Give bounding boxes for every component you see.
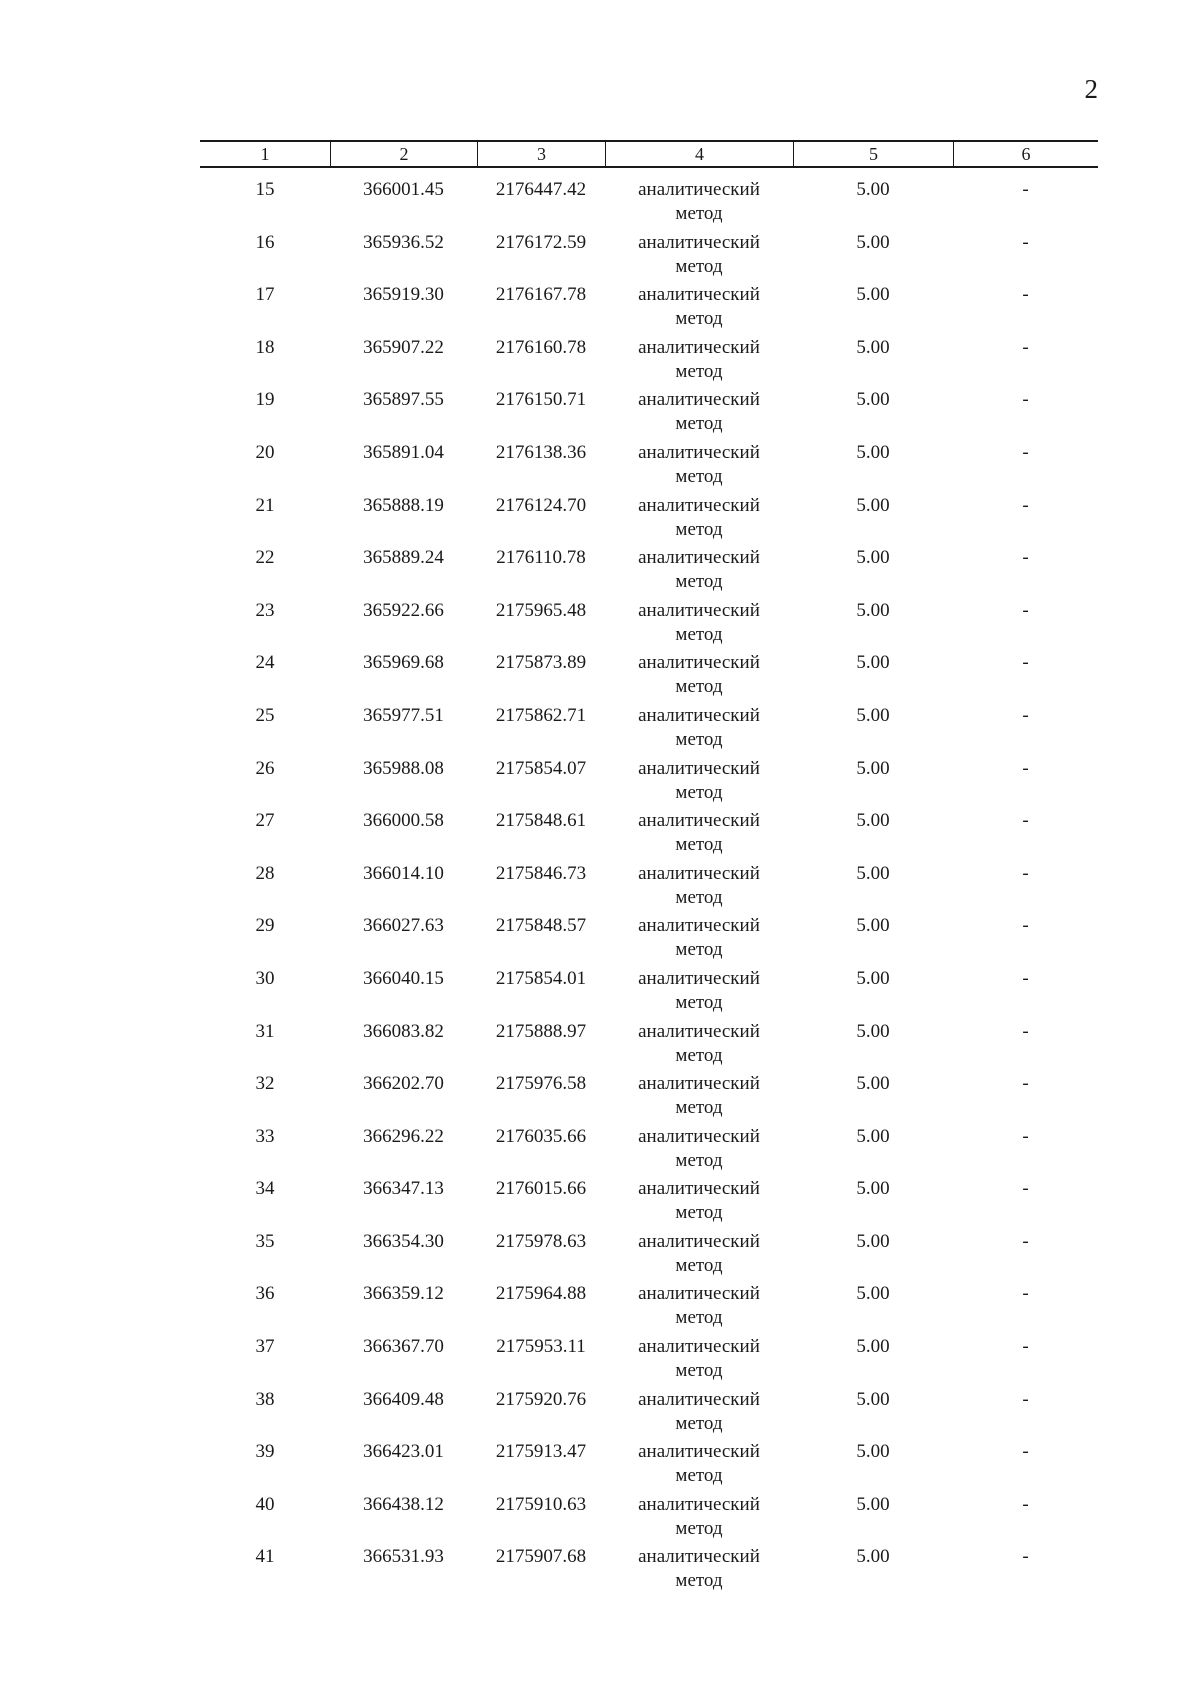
note-cell: - <box>1022 1283 1029 1305</box>
y-coordinate-cell: 2176035.66 <box>495 1125 587 1147</box>
method-line-1: аналитический <box>638 284 760 306</box>
table-row <box>200 914 1098 967</box>
method-cell <box>605 1230 793 1283</box>
y-coordinate-cell: 2176447.42 <box>495 179 587 200</box>
method-line-1: аналитический <box>638 1336 760 1358</box>
y-coordinate-cell: 2176124.70 <box>495 494 587 516</box>
column-header-2: 2 <box>330 142 477 166</box>
method-cell <box>605 231 793 284</box>
table-row <box>200 1020 1098 1073</box>
method-line-2: метод <box>675 413 723 435</box>
note-cell: - <box>1022 915 1029 937</box>
point-number-cell: 39 <box>255 1441 275 1463</box>
y-coordinate-cell: 2176138.36 <box>495 441 587 463</box>
method-line-2: метод <box>675 255 723 277</box>
method-cell <box>605 178 793 231</box>
method-line-1: аналитический <box>638 231 760 253</box>
method-line-1: аналитический <box>638 652 760 674</box>
accuracy-cell: 5.00 <box>856 967 890 989</box>
x-coordinate-cell: 366359.12 <box>363 1283 444 1305</box>
table-row <box>200 546 1098 599</box>
note-cell: - <box>1022 967 1029 989</box>
y-coordinate-cell: 2175965.48 <box>495 599 587 621</box>
method-cell <box>605 651 793 704</box>
y-coordinate-cell: 2175976.58 <box>495 1073 587 1095</box>
x-coordinate-cell: 366367.70 <box>363 1336 444 1358</box>
table-row <box>200 1493 1098 1546</box>
note-cell: - <box>1022 441 1029 463</box>
method-line-2: метод <box>675 1149 723 1171</box>
method-line-1: аналитический <box>638 1178 760 1200</box>
accuracy-cell: 5.00 <box>856 231 890 253</box>
accuracy-cell: 5.00 <box>856 179 890 200</box>
note-cell: - <box>1022 1073 1029 1095</box>
method-line-2: метод <box>675 1360 723 1382</box>
accuracy-cell: 5.00 <box>856 915 890 937</box>
y-coordinate-cell: 2175862.71 <box>495 704 587 726</box>
table-row <box>200 494 1098 547</box>
method-cell <box>605 967 793 1020</box>
method-cell <box>605 1440 793 1493</box>
table-row <box>200 388 1098 441</box>
note-cell: - <box>1022 1441 1029 1463</box>
point-number-cell: 29 <box>255 915 275 937</box>
accuracy-cell: 5.00 <box>856 704 890 726</box>
y-coordinate-cell: 2175888.97 <box>495 1020 587 1042</box>
method-cell <box>605 1335 793 1388</box>
method-line-1: аналитический <box>638 494 760 516</box>
method-line-2: метод <box>675 1307 723 1329</box>
method-line-2: метод <box>675 728 723 750</box>
point-number-cell: 28 <box>255 862 275 884</box>
x-coordinate-cell: 366014.10 <box>363 862 444 884</box>
method-line-1: аналитический <box>638 1020 760 1042</box>
accuracy-cell: 5.00 <box>856 1441 890 1463</box>
method-cell <box>605 599 793 652</box>
method-cell <box>605 1020 793 1073</box>
x-coordinate-cell: 366040.15 <box>363 967 444 989</box>
coordinates-table <box>200 140 1098 1598</box>
method-cell <box>605 1072 793 1125</box>
x-coordinate-cell: 365969.68 <box>363 652 444 674</box>
x-coordinate-cell: 366423.01 <box>363 1441 444 1463</box>
method-cell <box>605 809 793 862</box>
method-line-1: аналитический <box>638 862 760 884</box>
point-number-cell: 38 <box>255 1388 275 1410</box>
note-cell: - <box>1022 179 1029 200</box>
column-header-5: 5 <box>793 142 953 166</box>
method-line-2: метод <box>675 991 723 1013</box>
method-line-1: аналитический <box>638 915 760 937</box>
point-number-cell: 17 <box>255 284 275 306</box>
table-row <box>200 651 1098 704</box>
x-coordinate-cell: 366083.82 <box>363 1020 444 1042</box>
accuracy-cell: 5.00 <box>856 336 890 358</box>
table-row <box>200 1545 1098 1598</box>
point-number-cell: 37 <box>255 1336 275 1358</box>
y-coordinate-cell: 2176172.59 <box>495 231 587 253</box>
method-cell <box>605 757 793 810</box>
table-row <box>200 1388 1098 1441</box>
method-cell <box>605 1125 793 1178</box>
method-line-1: аналитический <box>638 1388 760 1410</box>
y-coordinate-cell: 2176015.66 <box>495 1178 587 1200</box>
note-cell: - <box>1022 1493 1029 1515</box>
accuracy-cell: 5.00 <box>856 1020 890 1042</box>
method-line-2: метод <box>675 1570 723 1592</box>
method-line-1: аналитический <box>638 1283 760 1305</box>
table-row <box>200 336 1098 389</box>
x-coordinate-cell: 365907.22 <box>363 336 444 358</box>
note-cell: - <box>1022 284 1029 306</box>
note-cell: - <box>1022 599 1029 621</box>
method-cell <box>605 441 793 494</box>
table-row <box>200 231 1098 284</box>
note-cell: - <box>1022 704 1029 726</box>
note-cell: - <box>1022 862 1029 884</box>
method-line-1: аналитический <box>638 1546 760 1568</box>
note-cell: - <box>1022 757 1029 779</box>
x-coordinate-cell: 366001.45 <box>363 179 444 200</box>
x-coordinate-cell: 365897.55 <box>363 389 444 411</box>
method-line-1: аналитический <box>638 1493 760 1515</box>
x-coordinate-cell: 366531.93 <box>363 1546 444 1568</box>
table-row <box>200 1177 1098 1230</box>
note-cell: - <box>1022 1336 1029 1358</box>
note-cell: - <box>1022 1178 1029 1200</box>
x-coordinate-cell: 365919.30 <box>363 284 444 306</box>
y-coordinate-cell: 2175848.57 <box>495 915 587 937</box>
note-cell: - <box>1022 389 1029 411</box>
note-cell: - <box>1022 1230 1029 1252</box>
accuracy-cell: 5.00 <box>856 1283 890 1305</box>
method-cell <box>605 388 793 441</box>
point-number-cell: 32 <box>255 1073 275 1095</box>
y-coordinate-cell: 2175913.47 <box>495 1441 587 1463</box>
point-number-cell: 36 <box>255 1283 275 1305</box>
y-coordinate-cell: 2175854.01 <box>495 967 587 989</box>
point-number-cell: 26 <box>255 757 275 779</box>
table-row <box>200 441 1098 494</box>
y-coordinate-cell: 2175846.73 <box>495 862 587 884</box>
point-number-cell: 15 <box>255 179 275 200</box>
method-line-2: метод <box>675 834 723 856</box>
table-row <box>200 862 1098 915</box>
accuracy-cell: 5.00 <box>856 389 890 411</box>
method-line-2: метод <box>675 571 723 593</box>
table-row <box>200 1072 1098 1125</box>
method-line-2: метод <box>675 886 723 908</box>
table-row <box>200 1230 1098 1283</box>
method-line-2: метод <box>675 1517 723 1539</box>
method-line-2: метод <box>675 623 723 645</box>
note-cell: - <box>1022 1020 1029 1042</box>
point-number-cell: 31 <box>255 1020 275 1042</box>
method-cell <box>605 494 793 547</box>
accuracy-cell: 5.00 <box>856 284 890 306</box>
page-number: 2 <box>1084 74 1098 104</box>
method-line-2: метод <box>675 1202 723 1224</box>
method-cell <box>605 914 793 967</box>
method-line-1: аналитический <box>638 704 760 726</box>
point-number-cell: 30 <box>255 967 275 989</box>
method-cell <box>605 1545 793 1598</box>
accuracy-cell: 5.00 <box>856 1230 890 1252</box>
table-row <box>200 283 1098 336</box>
method-line-2: метод <box>675 676 723 698</box>
method-cell <box>605 1493 793 1546</box>
accuracy-cell: 5.00 <box>856 652 890 674</box>
method-cell <box>605 1388 793 1441</box>
table-row <box>200 1440 1098 1493</box>
y-coordinate-cell: 2175964.88 <box>495 1283 587 1305</box>
accuracy-cell: 5.00 <box>856 810 890 832</box>
y-coordinate-cell: 2176110.78 <box>496 547 586 569</box>
point-number-cell: 18 <box>255 336 275 358</box>
accuracy-cell: 5.00 <box>856 441 890 463</box>
note-cell: - <box>1022 547 1029 569</box>
method-line-2: метод <box>675 518 723 540</box>
method-line-2: метод <box>675 465 723 487</box>
note-cell: - <box>1022 1125 1029 1147</box>
accuracy-cell: 5.00 <box>856 1388 890 1410</box>
y-coordinate-cell: 2175854.07 <box>495 757 587 779</box>
method-line-1: аналитический <box>638 1230 760 1252</box>
y-coordinate-cell: 2175953.11 <box>496 1336 586 1358</box>
note-cell: - <box>1022 810 1029 832</box>
table-row <box>200 599 1098 652</box>
method-line-1: аналитический <box>638 389 760 411</box>
method-cell <box>605 1177 793 1230</box>
x-coordinate-cell: 366202.70 <box>363 1073 444 1095</box>
method-line-1: аналитический <box>638 757 760 779</box>
table-row <box>200 178 1098 231</box>
point-number-cell: 20 <box>255 441 275 463</box>
x-coordinate-cell: 365889.24 <box>363 547 444 569</box>
point-number-cell: 33 <box>255 1125 275 1147</box>
method-cell <box>605 546 793 599</box>
x-coordinate-cell: 366027.63 <box>363 915 444 937</box>
point-number-cell: 27 <box>255 810 275 832</box>
point-number-cell: 24 <box>255 652 275 674</box>
y-coordinate-cell: 2175873.89 <box>495 652 587 674</box>
y-coordinate-cell: 2176160.78 <box>495 336 587 358</box>
method-cell <box>605 336 793 389</box>
method-line-1: аналитический <box>638 441 760 463</box>
point-number-cell: 23 <box>255 599 275 621</box>
point-number-cell: 25 <box>255 704 275 726</box>
x-coordinate-cell: 366296.22 <box>363 1125 444 1147</box>
method-line-2: метод <box>675 1412 723 1434</box>
method-line-1: аналитический <box>638 336 760 358</box>
accuracy-cell: 5.00 <box>856 599 890 621</box>
method-line-1: аналитический <box>638 810 760 832</box>
note-cell: - <box>1022 652 1029 674</box>
accuracy-cell: 5.00 <box>856 547 890 569</box>
point-number-cell: 21 <box>255 494 275 516</box>
x-coordinate-cell: 365977.51 <box>363 704 444 726</box>
method-line-2: метод <box>675 1097 723 1119</box>
table-row <box>200 1335 1098 1388</box>
column-header-6: 6 <box>953 142 1098 166</box>
y-coordinate-cell: 2175907.68 <box>495 1546 587 1568</box>
note-cell: - <box>1022 1388 1029 1410</box>
point-number-cell: 19 <box>255 389 275 411</box>
y-coordinate-cell: 2176167.78 <box>495 284 587 306</box>
method-line-1: аналитический <box>638 1073 760 1095</box>
accuracy-cell: 5.00 <box>856 862 890 884</box>
note-cell: - <box>1022 231 1029 253</box>
method-line-1: аналитический <box>638 547 760 569</box>
method-cell <box>605 1282 793 1335</box>
column-header-4: 4 <box>605 142 793 166</box>
method-cell <box>605 704 793 757</box>
x-coordinate-cell: 365936.52 <box>363 231 444 253</box>
point-number-cell: 40 <box>255 1493 275 1515</box>
x-coordinate-cell: 366347.13 <box>363 1178 444 1200</box>
method-line-1: аналитический <box>638 967 760 989</box>
accuracy-cell: 5.00 <box>856 494 890 516</box>
method-line-2: метод <box>675 203 723 224</box>
x-coordinate-cell: 366438.12 <box>363 1493 444 1515</box>
x-coordinate-cell: 366354.30 <box>363 1230 444 1252</box>
y-coordinate-cell: 2175978.63 <box>495 1230 587 1252</box>
method-line-2: метод <box>675 781 723 803</box>
y-coordinate-cell: 2175920.76 <box>495 1388 587 1410</box>
table-row <box>200 1125 1098 1178</box>
table-row <box>200 757 1098 810</box>
table-row <box>200 1282 1098 1335</box>
method-line-1: аналитический <box>638 1125 760 1147</box>
column-header-3: 3 <box>477 142 605 166</box>
y-coordinate-cell: 2176150.71 <box>495 389 587 411</box>
x-coordinate-cell: 365988.08 <box>363 757 444 779</box>
y-coordinate-cell: 2175910.63 <box>495 1493 587 1515</box>
table-header-row <box>200 140 1098 168</box>
method-line-2: метод <box>675 308 723 330</box>
method-line-2: метод <box>675 1465 723 1487</box>
method-line-2: метод <box>675 939 723 961</box>
accuracy-cell: 5.00 <box>856 1125 890 1147</box>
accuracy-cell: 5.00 <box>856 1493 890 1515</box>
note-cell: - <box>1022 336 1029 358</box>
accuracy-cell: 5.00 <box>856 1178 890 1200</box>
table-body <box>200 168 1098 1598</box>
method-line-2: метод <box>675 1254 723 1276</box>
method-cell <box>605 283 793 336</box>
method-line-2: метод <box>675 360 723 382</box>
y-coordinate-cell: 2175848.61 <box>495 810 587 832</box>
table-row <box>200 809 1098 862</box>
x-coordinate-cell: 365891.04 <box>363 441 444 463</box>
column-header-1: 1 <box>260 144 270 164</box>
point-number-cell: 22 <box>255 547 275 569</box>
note-cell: - <box>1022 494 1029 516</box>
note-cell: - <box>1022 1546 1029 1568</box>
accuracy-cell: 5.00 <box>856 1546 890 1568</box>
point-number-cell: 41 <box>255 1546 275 1568</box>
x-coordinate-cell: 365922.66 <box>363 599 444 621</box>
table-row <box>200 967 1098 1020</box>
method-line-1: аналитический <box>638 1441 760 1463</box>
accuracy-cell: 5.00 <box>856 1336 890 1358</box>
point-number-cell: 35 <box>255 1230 275 1252</box>
x-coordinate-cell: 366409.48 <box>363 1388 444 1410</box>
accuracy-cell: 5.00 <box>856 1073 890 1095</box>
point-number-cell: 16 <box>255 231 275 253</box>
x-coordinate-cell: 365888.19 <box>363 494 444 516</box>
method-line-1: аналитический <box>638 599 760 621</box>
method-line-2: метод <box>675 1044 723 1066</box>
x-coordinate-cell: 366000.58 <box>363 810 444 832</box>
table-row <box>200 704 1098 757</box>
method-line-1: аналитический <box>638 179 760 200</box>
method-cell <box>605 862 793 915</box>
point-number-cell: 34 <box>255 1178 275 1200</box>
accuracy-cell: 5.00 <box>856 757 890 779</box>
